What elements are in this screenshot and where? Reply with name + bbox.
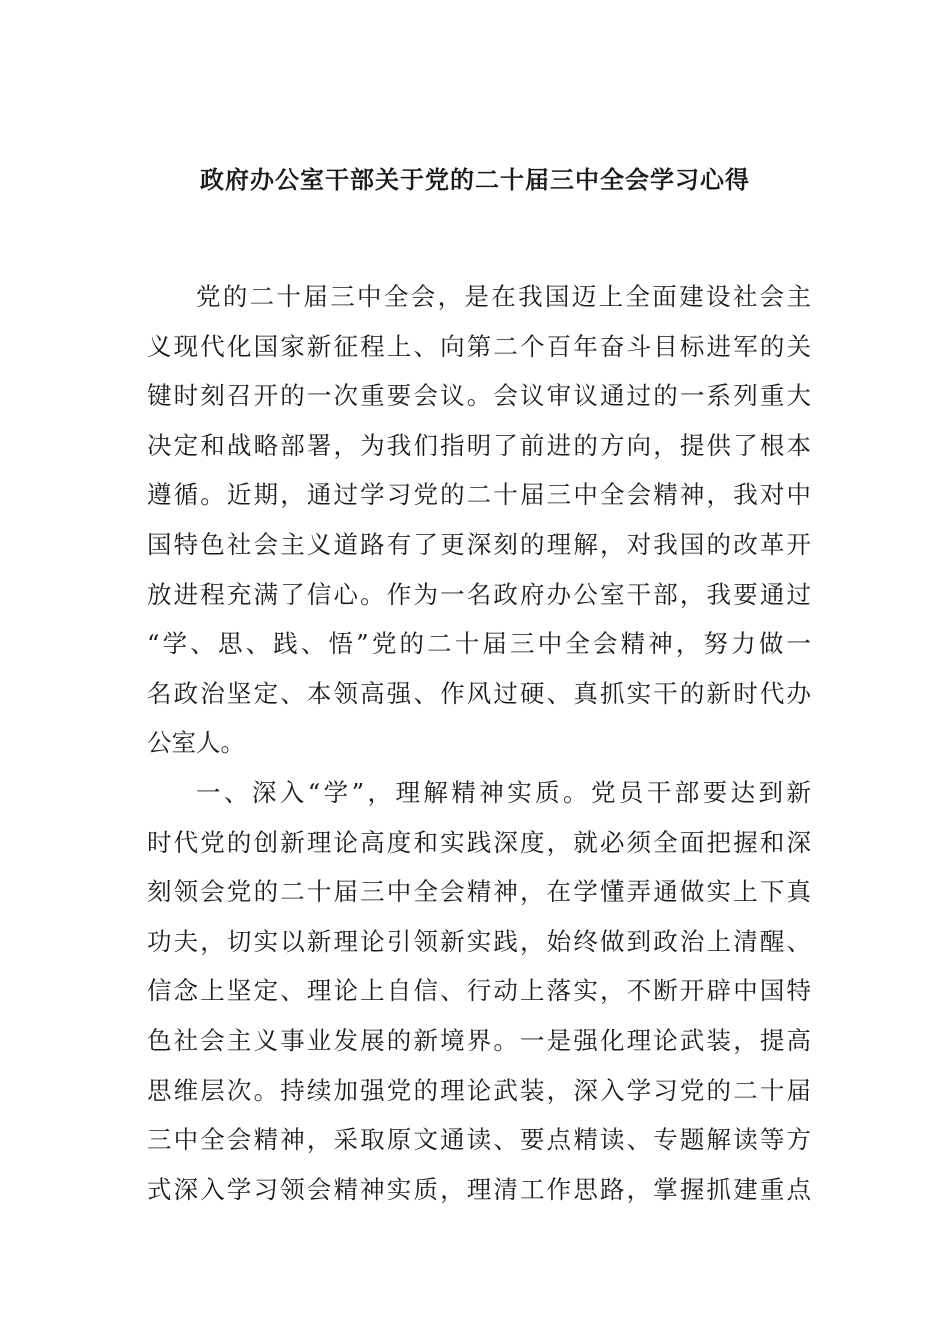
text-line: 信念上坚定、理论上自信、行动上落实，不断开辟中国特 bbox=[147, 976, 811, 1006]
text-line: 三中全会精神，采取原文通读、要点精读、专题解读等方 bbox=[147, 1125, 811, 1155]
document-body bbox=[147, 272, 811, 1214]
text-line: 决定和战略部署，为我们指明了前进的方向，提供了根本 bbox=[147, 430, 811, 460]
text-line: 式深入学习领会精神实质，理清工作思路，掌握抓建重点 bbox=[147, 1174, 811, 1204]
text-line: 一、深入“学”，理解精神实质。党员干部要达到新 bbox=[196, 777, 811, 807]
text-line: 义现代化国家新征程上、向第二个百年奋斗目标进军的关 bbox=[147, 331, 811, 361]
text-line: 刻领会党的二十届三中全会精神，在学懂弄通做实上下真 bbox=[147, 877, 811, 907]
text-line: 国特色社会主义道路有了更深刻的理解，对我国的改革开 bbox=[147, 529, 811, 559]
text-line: 色社会主义事业发展的新境界。一是强化理论武装，提高 bbox=[147, 1025, 811, 1055]
text-line: 思维层次。持续加强党的理论武装，深入学习党的二十届 bbox=[147, 1075, 811, 1105]
paragraph-section-one bbox=[147, 768, 811, 1214]
document-title: 政府办公室干部关于党的二十届三中全会学习心得 bbox=[200, 166, 750, 194]
text-line: 公室人。 bbox=[147, 728, 245, 758]
text-line: 遵循。近期，通过学习党的二十届三中全会精神，我对中 bbox=[147, 480, 811, 510]
text-line: 时代党的创新理论高度和实践深度，就必须全面把握和深 bbox=[147, 827, 811, 857]
text-line: 名政治坚定、本领高强、作风过硬、真抓实干的新时代办 bbox=[147, 678, 811, 708]
text-line: 党的二十届三中全会，是在我国迈上全面建设社会主 bbox=[196, 282, 811, 311]
text-line: 放进程充满了信心。作为一名政府办公室干部，我要通过 bbox=[147, 579, 811, 609]
paragraph-intro bbox=[147, 272, 811, 768]
text-line: “学、思、践、悟”党的二十届三中全会精神，努力做一 bbox=[147, 629, 811, 659]
text-line: 功夫，切实以新理论引领新实践，始终做到政治上清醒、 bbox=[147, 926, 811, 956]
text-line: 键时刻召开的一次重要会议。会议审议通过的一系列重大 bbox=[147, 381, 811, 411]
